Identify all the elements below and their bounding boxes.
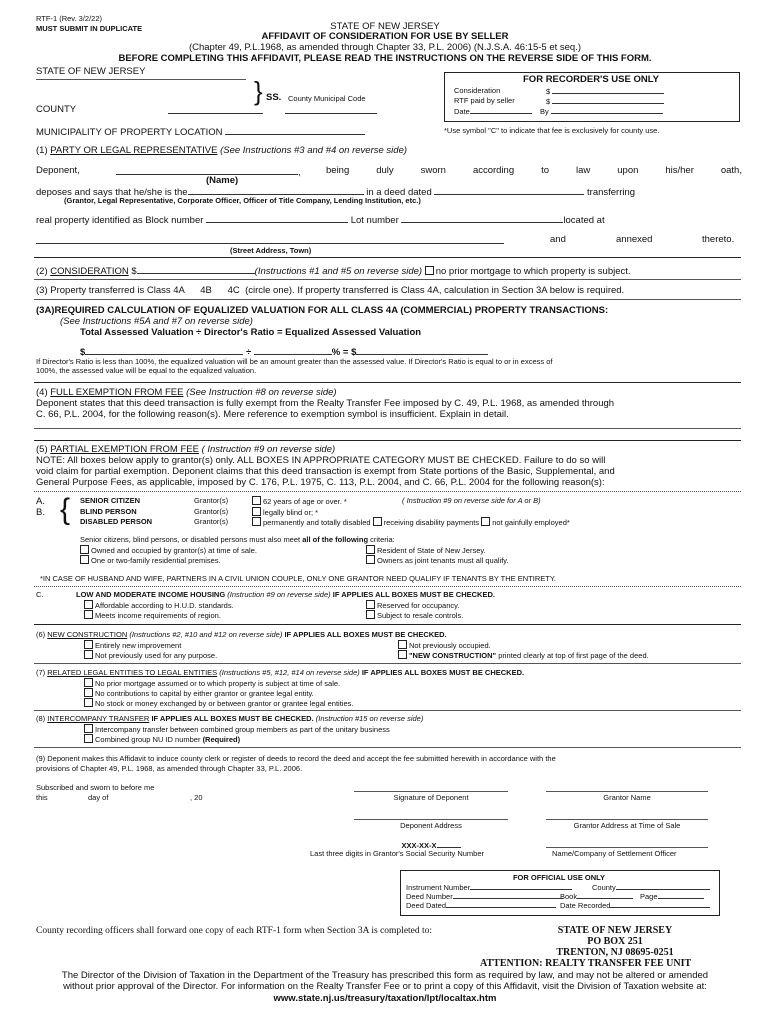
grantor-label-c: Grantor(s)	[194, 517, 229, 526]
not-previously-occupied-checkbox[interactable]	[398, 640, 407, 649]
section-3a-formula: Total Assessed Valuation ÷ Director's Ratio = Equalized Assessed Valuation	[80, 327, 422, 338]
day-of-word: day of	[88, 793, 109, 802]
instrument-number-field[interactable]: Instrument Number	[406, 882, 572, 892]
ss-label: SS.	[266, 92, 282, 103]
director-note-2: without prior approval of the Director. For information on the Realty Transfer Fee or to print a copy of this Affidavit, visit the Division of Taxation website at:	[63, 981, 707, 992]
no-stock-checkbox[interactable]	[84, 698, 93, 707]
consideration-amount-field[interactable]	[137, 264, 255, 274]
signature-of-deponent-caption: Signature of Deponent	[393, 793, 469, 802]
address-line-1: STATE OF NEW JERSEY	[557, 925, 673, 936]
recorder-date-field[interactable]: Date	[454, 106, 532, 116]
not-previously-occupied-option: Not previously occupied.	[398, 640, 491, 650]
deposes-line: deposes and says that he/she is the in a deed dated transferring	[36, 187, 636, 198]
this-word: this	[36, 793, 48, 802]
address-line-3: TRENTON, NJ 08695-0251	[556, 947, 674, 958]
entirely-new-option: Entirely new improvement	[84, 640, 181, 650]
consideration-field[interactable]: $	[546, 86, 664, 96]
deed-number-field[interactable]: Deed Number	[406, 891, 563, 901]
category-c-letter: C.	[36, 590, 44, 599]
no-mortgage-assumed-option: No prior mortgage assumed or to which property is subject at time of sale.	[84, 678, 340, 688]
divider-6	[34, 624, 741, 625]
new-construction-printed-checkbox[interactable]	[398, 650, 407, 659]
venue-brace: }	[254, 76, 263, 106]
section-4-heading: (4) FULL EXEMPTION FROM FEE (See Instruction #8 on reverse side)	[36, 387, 337, 398]
deponent-signature-field[interactable]	[354, 791, 508, 792]
taxation-website-link[interactable]: www.state.nj.us/treasury/taxation/lpt/localtax.htm	[273, 993, 497, 1004]
entirely-new-checkbox[interactable]	[84, 640, 93, 649]
deponent-address-caption: Deponent Address	[400, 821, 462, 830]
settlement-officer-field[interactable]	[546, 847, 708, 848]
mailing-address	[520, 925, 710, 958]
affordable-option: Affordable according to H.U.D. standards.	[84, 600, 234, 610]
no-prior-mortgage-checkbox[interactable]	[425, 266, 434, 275]
deed-dated-field[interactable]: Deed Dated	[406, 900, 556, 910]
reserved-occupancy-checkbox[interactable]	[366, 600, 375, 609]
over-62-option: 62 years of age or over. *	[252, 496, 347, 506]
husband-wife-note: *IN CASE OF HUSBAND AND WIFE, PARTNERS IN A CIVIL UNION COUPLE, ONLY ONE GRANTOR NEED QUALIFY IF TENANTS BY THE ENTIRETY.	[40, 574, 556, 583]
no-contributions-option: No contributions to capital by either grantor or grantee legal entity.	[84, 688, 314, 698]
section-5-heading: (5) PARTIAL EXEMPTION FROM FEE ( Instruction #9 on reverse side)	[36, 444, 336, 455]
blind-person-label: BLIND PERSON	[80, 507, 137, 516]
nj-resident-option: Resident of State of New Jersey.	[366, 545, 486, 555]
section-3a-see-note: (See Instructions #5A and #7 on reverse side)	[60, 316, 253, 327]
state-heading: STATE OF NEW JERSEY	[330, 21, 440, 32]
legally-blind-option: legally blind or; *	[252, 507, 318, 517]
joint-tenants-option: Owners as joint tenants must all qualify.	[366, 555, 509, 565]
not-previously-used-checkbox[interactable]	[84, 650, 93, 659]
divider-3	[34, 299, 741, 300]
grantor-label-a: Grantor(s)	[194, 496, 229, 505]
grantor-address-caption: Grantor Address at Time of Sale	[573, 821, 681, 830]
divider-9	[34, 747, 741, 748]
recorder-by-field[interactable]: By	[540, 106, 663, 116]
municipal-code-field[interactable]	[285, 104, 377, 116]
owned-occupied-option: Owned and occupied by grantor(s) at time of sale.	[80, 545, 257, 555]
capacity-field[interactable]	[188, 185, 364, 195]
section-2-consideration: (2) CONSIDERATION $ (Instructions #1 and #5 on reverse side) no prior mortgage to which property is subject.	[36, 266, 631, 277]
affordable-checkbox[interactable]	[84, 600, 93, 609]
last-three-ssn-caption: Last three digits in Grantor's Social Security Number	[310, 849, 485, 858]
year-prefix: , 20	[190, 793, 203, 802]
combined-group-checkbox[interactable]	[84, 734, 93, 743]
annexed-word: annexed	[616, 234, 653, 245]
read-instructions-banner: BEFORE COMPLETING THIS AFFIDAVIT, PLEASE READ THE INSTRUCTIONS ON THE REVERSE SIDE OF THIS FORM.	[118, 53, 652, 64]
over-62-checkbox[interactable]	[252, 496, 261, 505]
section-7-heading: (7) RELATED LEGAL ENTITIES TO LEGAL ENTITIES (Instructions #5, #12, #14 on reverse side) IF APPLIES ALL BOXES MUST BE CHECKED.	[36, 668, 525, 677]
section-9-line-2: provisions of Chapter 49, P.L. 1968, as amended through Chapter 33, P.L. 2006.	[36, 764, 303, 773]
submit-duplicate-note: MUST SUBMIT IN DUPLICATE	[36, 24, 143, 33]
county-municipal-code-label: County Municipal Code	[288, 94, 366, 103]
one-two-family-option: One or two-family residential premises.	[80, 555, 221, 565]
form-title: AFFIDAVIT OF CONSIDERATION FOR USE BY SELLER	[261, 31, 509, 42]
disability-payments-checkbox[interactable]	[373, 517, 382, 526]
address-line-4: ATTENTION: REALTY TRANSFER FEE UNIT	[480, 958, 692, 969]
equalized-valuation-field[interactable]	[356, 345, 488, 355]
recorders-box-title: FOR RECORDER'S USE ONLY	[523, 74, 659, 85]
section-5-line-1: NOTE: All boxes below apply to grantor(s) only. ALL BOXES IN APPROPRIATE CATEGORY MUST BE CHECKED. Failure to do so will	[36, 455, 606, 466]
settlement-officer-caption: Name/Company of Settlement Officer	[552, 849, 677, 858]
deponent-name-field[interactable]: ,	[116, 165, 301, 178]
no-stock-option: No stock or money exchanged by or between grantor or grantee legal entities.	[84, 698, 353, 708]
intercompany-checkbox[interactable]	[84, 724, 93, 733]
permanently-disabled-checkbox[interactable]	[252, 517, 261, 526]
county-label: COUNTY	[36, 104, 77, 115]
income-requirements-checkbox[interactable]	[84, 610, 93, 619]
new-construction-printed-option: "NEW CONSTRUCTION" printed clearly at top of first page of the deed.	[398, 650, 649, 660]
book-field[interactable]: Book	[560, 891, 633, 901]
block-number-field[interactable]	[206, 213, 348, 223]
chapter-citation: (Chapter 49, P.L.1968, as amended through Chapter 33, P.L. 2006) (N.J.S.A. 46:15-5 et seq.)	[188, 42, 582, 53]
section-4-line-1: Deponent states that this deed transaction is fully exempt from the Realty Transfer Fee imposed by C. 49, P.L. 1968, as amended through	[36, 398, 615, 409]
section-8-heading: (8) INTERCOMPANY TRANSFER IF APPLIES ALL BOXES MUST BE CHECKED. (Instruction #15 on reverse side)	[36, 714, 424, 723]
thereto-word: thereto.	[702, 234, 735, 245]
not-previously-used-option: Not previously used for any purpose.	[84, 650, 217, 660]
and-word: and	[550, 234, 566, 245]
grantor-capacity-caption: (Grantor, Legal Representative, Corporate Officer, Officer of Title Company, Lending Institution, etc.)	[64, 196, 421, 205]
section-3a-note-1: If Director's Ratio is less than 100%, the equalized valuation will be an amount greater than the assessed value. If Director's Ratio is equal to or in excess of	[36, 357, 553, 366]
rtf-paid-field[interactable]: $	[546, 96, 664, 106]
criteria-intro: Senior citizens, blind persons, or disabled persons must also meet all of the following criteria:	[80, 535, 395, 544]
date-recorded-field[interactable]: Date Recorded	[560, 900, 710, 910]
divider-1	[34, 257, 741, 258]
reserved-occupancy-option: Reserved for occupancy.	[366, 600, 459, 610]
grantor-name-field[interactable]	[546, 791, 708, 792]
grantor-label-b: Grantor(s)	[194, 507, 229, 516]
divider-4	[34, 382, 741, 383]
resale-controls-checkbox[interactable]	[366, 610, 375, 619]
disability-options: permanently and totally disabled receiving disability payments not gainfully employed*	[252, 517, 570, 527]
nj-resident-checkbox[interactable]	[366, 545, 375, 554]
joint-tenants-checkbox[interactable]	[366, 555, 375, 564]
combined-group-option: Combined group NU ID number (Required)	[84, 734, 240, 744]
divider-7	[34, 663, 741, 664]
section-3a-note-2: 100%, the assessed value will be equal to the equalized valuation.	[36, 366, 257, 375]
ssn-field[interactable]: XXX-XX-X	[354, 840, 508, 850]
section-5-line-3: General Purpose Fees, as applicable, imposed by C. 176, P.L. 1975, C. 113, P.L. 2004, and C. 66, P.L. 2004 for the following reason(s):	[36, 477, 605, 488]
form-id: RTF-1 (Rev. 3/2/22)	[36, 14, 102, 23]
category-brace: {	[60, 493, 71, 526]
deponent-label: Deponent,	[36, 165, 80, 176]
divider-5b	[34, 586, 741, 587]
oath-words: being duly sworn according to law upon his/her oath,	[326, 165, 742, 176]
not-employed-checkbox[interactable]	[481, 517, 490, 526]
deed-date-field[interactable]	[434, 185, 584, 195]
one-two-family-checkbox[interactable]	[80, 555, 89, 564]
section-4-line-2: C. 66, P.L. 2004, for the following reason(s). Mere reference to exemption symbol is insufficient. Explain in detail.	[36, 409, 509, 420]
director-note-1: The Director of the Division of Taxation in the Department of the Treasury has prescribed this form as required by law, and may not be altered or amended	[61, 970, 709, 981]
grantor-name-caption: Grantor Name	[603, 793, 651, 802]
municipality-field[interactable]	[225, 125, 365, 135]
divider-2	[34, 279, 741, 280]
divider-5	[34, 440, 741, 441]
section-5-line-2: void claim for partial exemption. Deponent claims that this deed transaction is exempt from State portions of the Basic, Supplemental, and	[36, 466, 615, 477]
no-mortgage-assumed-checkbox[interactable]	[84, 678, 93, 687]
low-moderate-heading: LOW AND MODERATE INCOME HOUSING (Instruction #9 on reverse side) IF APPLIES ALL BOXES MUST BE CHECKED.	[76, 590, 495, 599]
venue-state-label: STATE OF NEW JERSEY	[36, 66, 146, 77]
page-field[interactable]: Page	[640, 891, 704, 901]
grantor-address-field[interactable]	[546, 819, 708, 820]
income-requirements-option: Meets income requirements of region.	[84, 610, 221, 620]
rtf-paid-label: RTF paid by seller	[454, 96, 515, 105]
owned-occupied-checkbox[interactable]	[80, 545, 89, 554]
section-3a-heading: (3A)REQUIRED CALCULATION OF EQUALIZED VALUATION FOR ALL CLASS 4A (COMMERCIAL) PROPERTY TRANSACTIONS:	[36, 305, 609, 316]
county-official-field[interactable]: County	[592, 882, 710, 892]
directors-ratio-field[interactable]	[254, 345, 332, 355]
resale-controls-option: Subject to resale controls.	[366, 610, 463, 620]
section-6-heading: (6) NEW CONSTRUCTION (Instructions #2, #10 and #12 on reverse side) IF APPLIES ALL BOXES MUST BE CHECKED.	[36, 630, 447, 639]
county-officers-note: County recording officers shall forward one copy of each RTF-1 form when Section 3A is completed to:	[36, 926, 433, 936]
assessed-valuation-field[interactable]	[85, 345, 243, 355]
block-lot-line: real property identified as Block number Lot number located at	[36, 215, 605, 226]
no-contributions-checkbox[interactable]	[84, 688, 93, 697]
venue-divider	[36, 79, 246, 80]
category-a-letter: A.	[36, 496, 45, 507]
instruction-9-note: ( Instruction #9 on reverse side for A or B)	[402, 496, 541, 505]
consideration-label: Consideration	[454, 86, 501, 95]
subscribed-sworn: Subscribed and sworn to before me	[36, 783, 155, 792]
county-use-symbol-note: *Use symbol "C" to indicate that fee is exclusively for county use.	[444, 126, 660, 135]
full-exemption-explain-field[interactable]	[34, 428, 741, 429]
deponent-address-field[interactable]	[354, 819, 508, 820]
section-1-heading: (1) PARTY OR LEGAL REPRESENTATIVE (See Instructions #3 and #4 on reverse side)	[36, 145, 408, 156]
intercompany-option: Intercompany transfer between combined group members as part of the unitary business	[84, 724, 390, 734]
official-use-title: FOR OFFICIAL USE ONLY	[512, 873, 606, 882]
senior-citizen-label: SENIOR CITIZEN	[80, 496, 141, 505]
section-3-class-line: (3) Property transferred is Class 4A 4B 4C (circle one). If property transferred is Class 4A, calculation in Section 3A below is required.	[36, 285, 625, 296]
street-address-caption: (Street Address, Town)	[230, 246, 312, 255]
municipality-label: MUNICIPALITY OF PROPERTY LOCATION	[36, 125, 365, 138]
section-9-line-1: (9) Deponent makes this Affidavit to induce county clerk or register of deeds to record the deed and accept the fee submitted herewith in accordance with the	[36, 754, 556, 763]
section-3a-calculation-line: $ ÷ % = $	[80, 345, 488, 358]
disabled-person-label: DISABLED PERSON	[80, 517, 153, 526]
county-field[interactable]	[168, 104, 263, 116]
divider-5a	[34, 491, 741, 492]
lot-number-field[interactable]	[401, 213, 563, 223]
divider-8	[34, 710, 741, 711]
category-b-letter: B.	[36, 507, 45, 518]
address-line-2: PO BOX 251	[587, 936, 643, 947]
legally-blind-checkbox[interactable]	[252, 507, 261, 516]
name-caption: (Name)	[206, 175, 239, 186]
